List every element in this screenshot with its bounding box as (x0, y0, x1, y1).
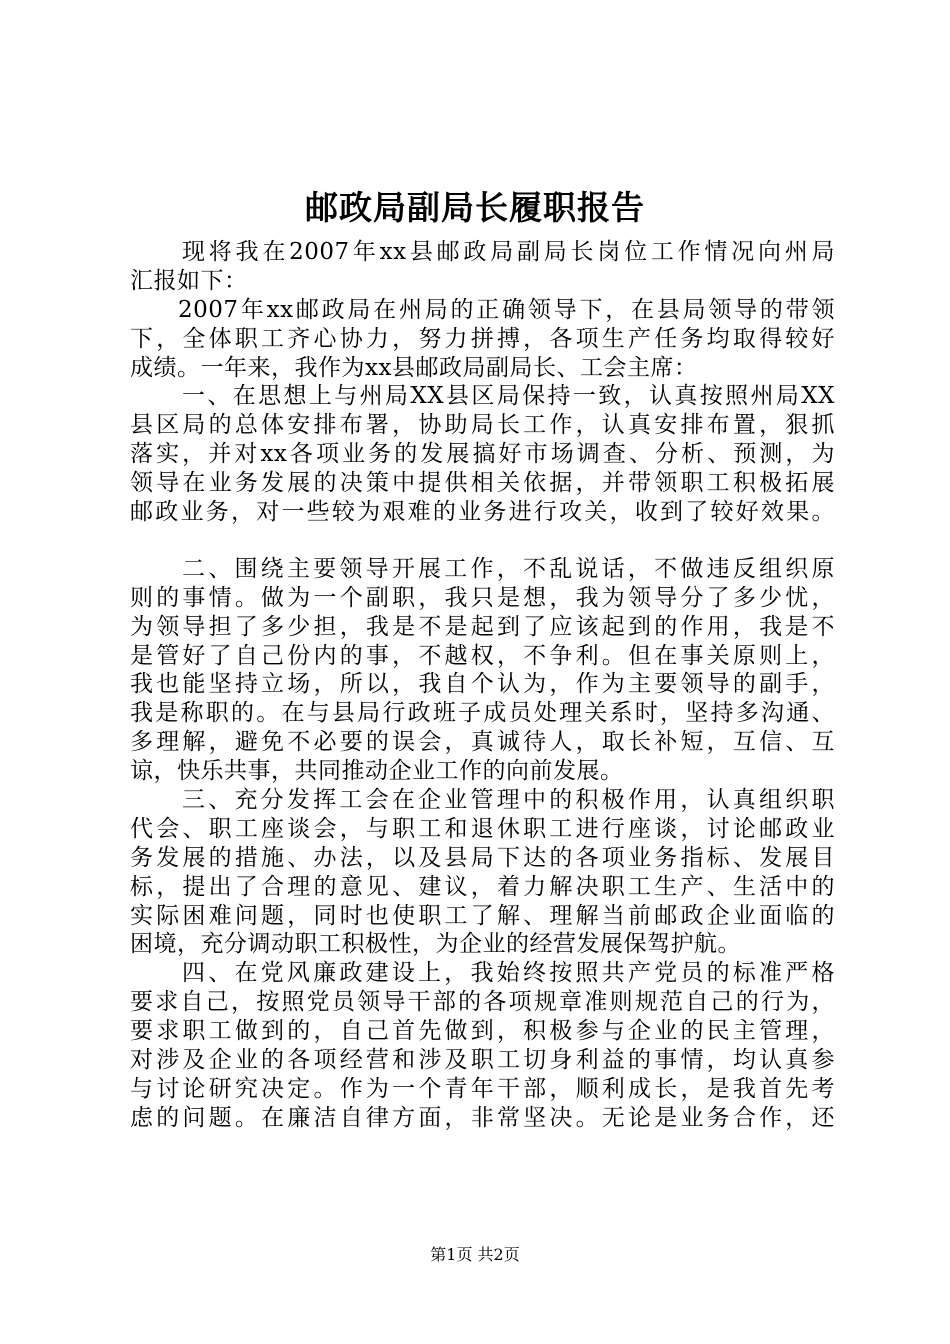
body-line: 邮政业务，对一些较为艰难的业务进行攻关，收到了较好效果。 (130, 499, 835, 526)
body-line: 领导在业务发展的决策中提供相关依据，并带领职工积极拓展 (130, 470, 835, 497)
body-line: 实际困难问题，同时也使职工了解、理解当前邮政企业面临的 (130, 902, 835, 929)
body-line: 虑的问题。在廉洁自律方面，非常坚决。无论是业务合作，还 (130, 1104, 835, 1131)
body-line: 县区局的总体安排布署，协助局长工作，认真安排布置，狠抓 (130, 412, 835, 439)
body-line: 落实，并对xx各项业务的发展搞好市场调查、分析、预测，为 (130, 441, 835, 468)
body-line: 三、充分发挥工会在企业管理中的积极作用，认真组织职 (182, 787, 835, 814)
paragraph-gap (130, 527, 835, 555)
body-line: 与讨论研究决定。作为一个青年干部，顺利成长，是我首先考 (130, 1075, 835, 1102)
body-line: 一、在思想上与州局XX县区局保持一致，认真按照州局XX (182, 383, 835, 410)
body-line: 为领导担了多少担，我是不是起到了应该起到的作用，我是不 (130, 613, 835, 640)
body-line: 汇报如下： (130, 267, 248, 294)
body-line: 标，提出了合理的意见、建议，着力解决职工生产、生活中的 (130, 873, 835, 900)
body-line: 是管好了自己份内的事，不越权，不争利。但在事关原则上， (130, 642, 835, 669)
body-line: 下，全体职工齐心协力，努力拼搏，各项生产任务均取得较好 (130, 325, 835, 352)
body-line: 则的事情。做为一个副职，我只是想，我为领导分了多少忧， (130, 584, 835, 611)
body-line: 困境，充分调动职工积极性，为企业的经营发展保驾护航。 (130, 931, 741, 958)
document-title: 邮政局副局长履职报告 (305, 188, 645, 227)
body-line: 2007年xx邮政局在州局的正确领导下，在县局领导的带领 (178, 296, 835, 323)
page-footer: 第1页 共2页 (430, 1245, 520, 1264)
document-body (130, 238, 835, 1133)
body-line: 二、围绕主要领导开展工作，不乱说话，不做违反组织原 (182, 555, 835, 582)
body-line: 现将我在2007年xx县邮政局副局长岗位工作情况向州局 (182, 239, 835, 265)
body-line: 要求职工做到的，自己首先做到，积极参与企业的民主管理， (130, 1018, 835, 1045)
body-line: 四、在党风廉政建设上，我始终按照共产党员的标准严格 (182, 960, 835, 987)
body-line: 我也能坚持立场，所以，我自个认为，作为主要领导的副手， (130, 671, 835, 698)
body-line: 成绩。一年来，我作为xx县邮政局副局长、工会主席： (130, 354, 698, 381)
body-line: 对涉及企业的各项经营和涉及职工切身利益的事情，均认真参 (130, 1047, 835, 1074)
body-line: 多理解，避免不必要的误会，真诚待人，取长补短，互信、互 (130, 729, 835, 756)
body-line: 代会、职工座谈会，与职工和退休职工进行座谈，讨论邮政业 (130, 815, 835, 842)
body-line: 我是称职的。在与县局行政班子成员处理关系时，坚持多沟通、 (130, 700, 835, 727)
body-line: 要求自己，按照党员领导干部的各项规章准则规范自己的行为， (130, 989, 835, 1016)
body-line: 谅，快乐共事，共同推动企业工作的向前发展。 (130, 758, 624, 785)
body-line: 务发展的措施、办法，以及县局下达的各项业务指标、发展目 (130, 844, 835, 871)
